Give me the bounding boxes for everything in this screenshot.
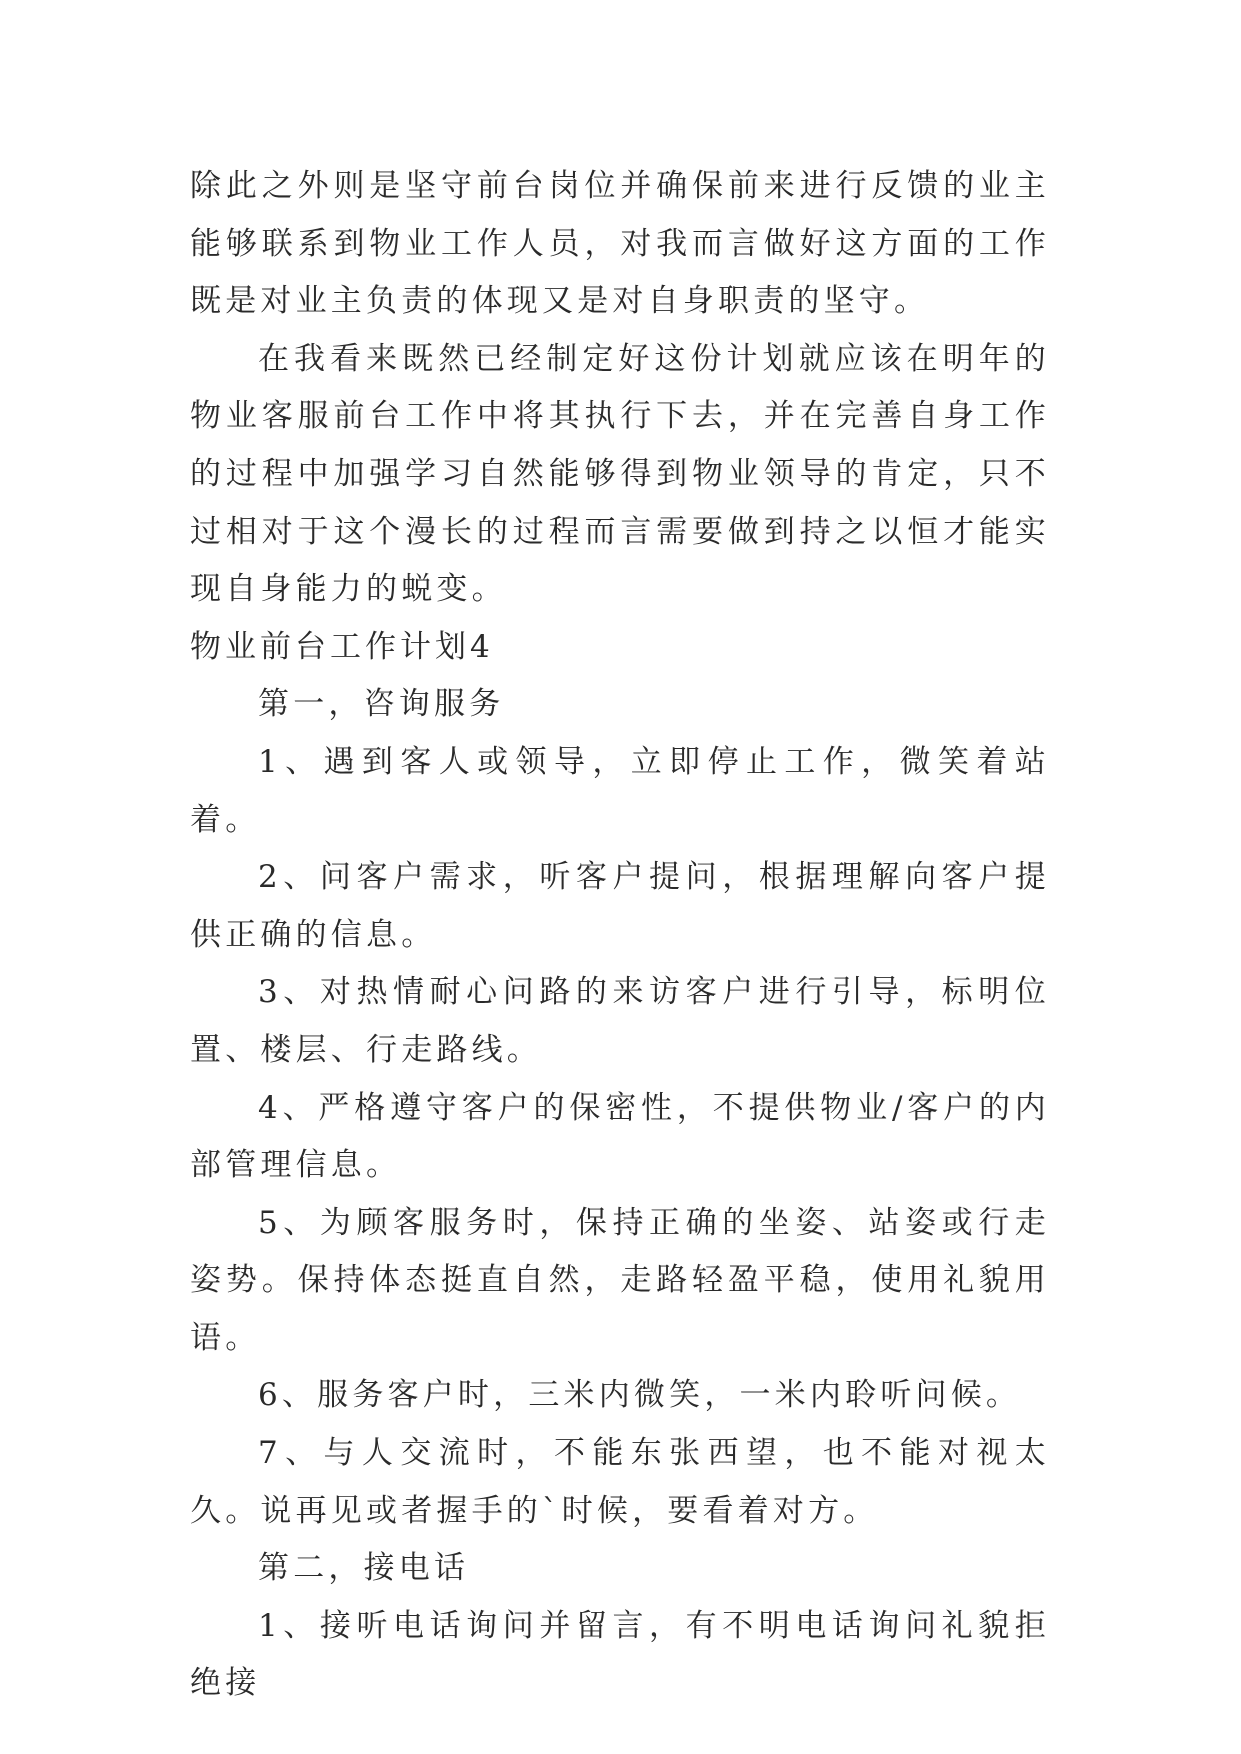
phone-list-item-1: 1、接听电话询问并留言，有不明电话询问礼貌拒绝接	[190, 1607, 1050, 1702]
list-item-1: 1、遇到客人或领导，立即停止工作，微笑着站着。	[190, 743, 1050, 838]
document-body	[190, 158, 1050, 1713]
list-item-7: 7、与人交流时，不能东张西望，也不能对视太久。说再见或者握手的`时候，要看着对方。	[190, 1435, 1050, 1529]
list-item-6: 6、服务客户时，三米内微笑，一米内聆听问候。	[258, 1377, 1022, 1414]
list-item-2: 2、问客户需求，听客户提问，根据理解向客户提供正确的信息。	[190, 859, 1050, 953]
list-item-3: 3、对热情耐心问路的来访客户进行引导，标明位置、楼层、行走路线。	[190, 974, 1050, 1068]
paragraph-2: 在我看来既然已经制定好这份计划就应该在明年的物业客服前台工作中将其执行下去，并在完善自身工作的过程中加强学习自然能够得到物业领导的肯定，只不过相对于这个漫长的过程而言需要做到持之以恒才能实现自身能力的蜕变。	[190, 340, 1050, 608]
list-item-5: 5、为顾客服务时，保持正确的坐姿、站姿或行走姿势。保持体态挺直自然，走路轻盈平稳，使用礼貌用语。	[190, 1204, 1050, 1356]
section-title: 物业前台工作计划4	[190, 628, 494, 665]
subsection-consulting-service: 第一，咨询服务	[258, 686, 505, 723]
list-item-4: 4、严格遵守客户的保密性，不提供物业/客户的内部管理信息。	[190, 1089, 1050, 1184]
paragraph-1: 除此之外则是坚守前台岗位并确保前来进行反馈的业主能够联系到物业工作人员，对我而言做好这方面的工作既是对业主负责的体现又是对自身职责的坚守。	[190, 168, 1050, 320]
subsection-answer-phone: 第二，接电话	[258, 1550, 470, 1587]
